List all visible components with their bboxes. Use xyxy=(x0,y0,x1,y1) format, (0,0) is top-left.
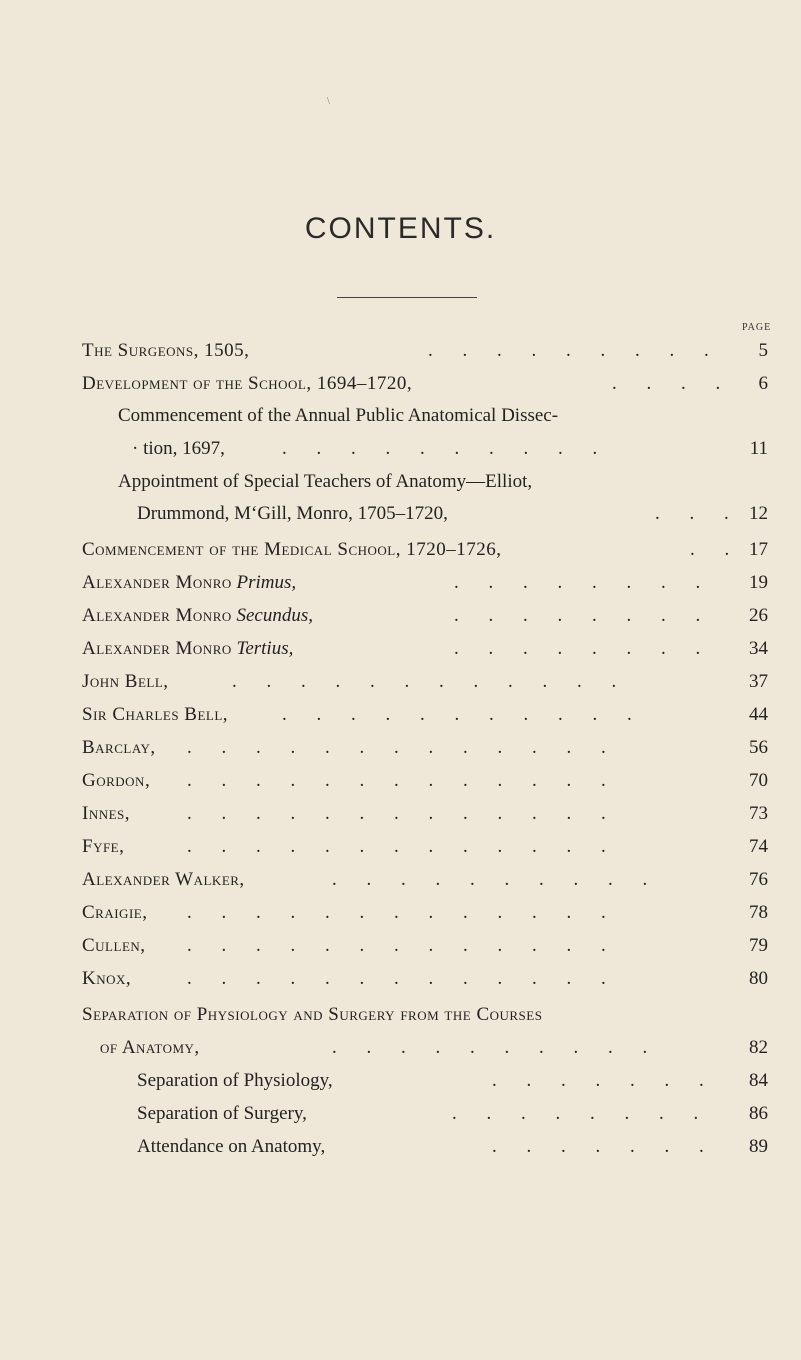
entry-title: Barclay, xyxy=(82,737,156,758)
dot-leader: . . . . xyxy=(612,373,733,394)
entry-title: Fyfe, xyxy=(82,836,125,857)
entry-title: Commencement of the Medical School, 1720–1726, xyxy=(82,539,502,560)
entry-title xyxy=(82,570,296,595)
title-rule xyxy=(337,297,477,298)
entry-title xyxy=(82,603,313,628)
entry-page-number: 11 xyxy=(749,438,768,459)
entry-title: Innes, xyxy=(82,803,131,824)
entry-page-number: 76 xyxy=(749,869,768,890)
entry-page-number: 6 xyxy=(758,373,768,394)
dot-leader: . . . . . . . . . . . . . xyxy=(187,968,619,989)
entry-title: John Bell, xyxy=(82,671,169,692)
dot-leader: . . . . . . . . xyxy=(452,1103,711,1124)
dot-leader: . . . . . . . . . . . . . xyxy=(187,935,619,956)
dot-leader: . . . . . . . xyxy=(492,1070,717,1091)
contents-title: CONTENTS. xyxy=(304,212,497,245)
page-mark: \ xyxy=(327,96,330,107)
entry-page-number: 89 xyxy=(749,1136,768,1157)
entry-title: Alexander Walker, xyxy=(82,869,245,890)
entry-title: Separation of Physiology and Surgery from the Courses xyxy=(82,1004,543,1025)
entry-title: Separation of Physiology, xyxy=(137,1070,333,1091)
dot-leader: . . . xyxy=(655,503,742,524)
entry-name: Alexander Monro xyxy=(82,605,232,626)
entry-page-number: 44 xyxy=(749,704,768,725)
entry-name: Alexander Monro xyxy=(82,638,232,659)
dot-leader: . . . . . . . . . . xyxy=(332,1037,660,1058)
dot-leader: . . . . . . . . . . . . . xyxy=(187,803,619,824)
entry-page-number: 12 xyxy=(749,503,768,524)
entry-page-number: 80 xyxy=(749,968,768,989)
entry-title: Gordon, xyxy=(82,770,151,791)
dot-leader: . . . . . . . . . . . . . xyxy=(187,836,619,857)
entry-title: Commencement of the Annual Public Anatomical Dissec- xyxy=(118,405,559,426)
entry-page-number: 86 xyxy=(749,1103,768,1124)
dot-leader: . . . . . . . . . . . xyxy=(282,704,645,725)
entry-title: Craigie, xyxy=(82,902,148,923)
entry-page-number: 19 xyxy=(749,572,768,593)
entry-page-number: 70 xyxy=(749,770,768,791)
entry-title: Cullen, xyxy=(82,935,146,956)
dot-leader: . . . . . . . . . . . . xyxy=(232,671,629,692)
entry-page-number: 34 xyxy=(749,638,768,659)
entry-name: Alexander Monro xyxy=(82,572,232,593)
entry-title: of Anatomy, xyxy=(100,1037,200,1058)
entry-title: Appointment of Special Teachers of Anatomy—Elliot, xyxy=(118,471,533,492)
entry-title: Drummond, M‘Gill, Monro, 1705–1720, xyxy=(137,503,448,524)
entry-epithet: Tertius, xyxy=(236,638,294,659)
dot-leader: . . . . . . . . . . . . . xyxy=(187,770,619,791)
entry-title: The Surgeons, 1505, xyxy=(82,340,250,361)
dot-leader: . . . . . . . . xyxy=(454,605,713,626)
entry-page-number: 17 xyxy=(749,539,768,560)
entry-page-number: 74 xyxy=(749,836,768,857)
entry-title: Separation of Surgery, xyxy=(137,1103,307,1124)
entry-title: Knox, xyxy=(82,968,132,989)
entry-page-number: 37 xyxy=(749,671,768,692)
dot-leader: . . . . . . . . . . xyxy=(282,438,610,459)
dot-leader: . . . . . . . . xyxy=(454,572,713,593)
entry-page-number: 79 xyxy=(749,935,768,956)
entry-page-number: 73 xyxy=(749,803,768,824)
dot-leader: . . xyxy=(690,539,742,560)
entry-epithet: Secundus, xyxy=(236,605,314,626)
entry-page-number: 5 xyxy=(758,340,768,361)
entry-title xyxy=(82,636,293,661)
entry-title: Development of the School, 1694–1720, xyxy=(82,373,413,394)
entry-title: · tion, 1697, xyxy=(132,438,225,459)
dot-leader: . . . . . . . xyxy=(492,1136,717,1157)
entry-page-number: 84 xyxy=(749,1070,768,1091)
dot-leader: . . . . . . . . . . . . . xyxy=(187,902,619,923)
dot-leader: . . . . . . . . . xyxy=(428,340,722,361)
dot-leader: . . . . . . . . . . . . . xyxy=(187,737,619,758)
dot-leader: . . . . . . . . . . xyxy=(332,869,660,890)
entry-page-number: 26 xyxy=(749,605,768,626)
page-column-heading: PAGE xyxy=(742,322,772,333)
entry-page-number: 56 xyxy=(749,737,768,758)
entry-title: Attendance on Anatomy, xyxy=(137,1136,326,1157)
entry-epithet: Primus, xyxy=(236,572,297,593)
entry-page-number: 78 xyxy=(749,902,768,923)
entry-title: Sir Charles Bell, xyxy=(82,704,229,725)
dot-leader: . . . . . . . . xyxy=(454,638,713,659)
entry-page-number: 82 xyxy=(749,1037,768,1058)
